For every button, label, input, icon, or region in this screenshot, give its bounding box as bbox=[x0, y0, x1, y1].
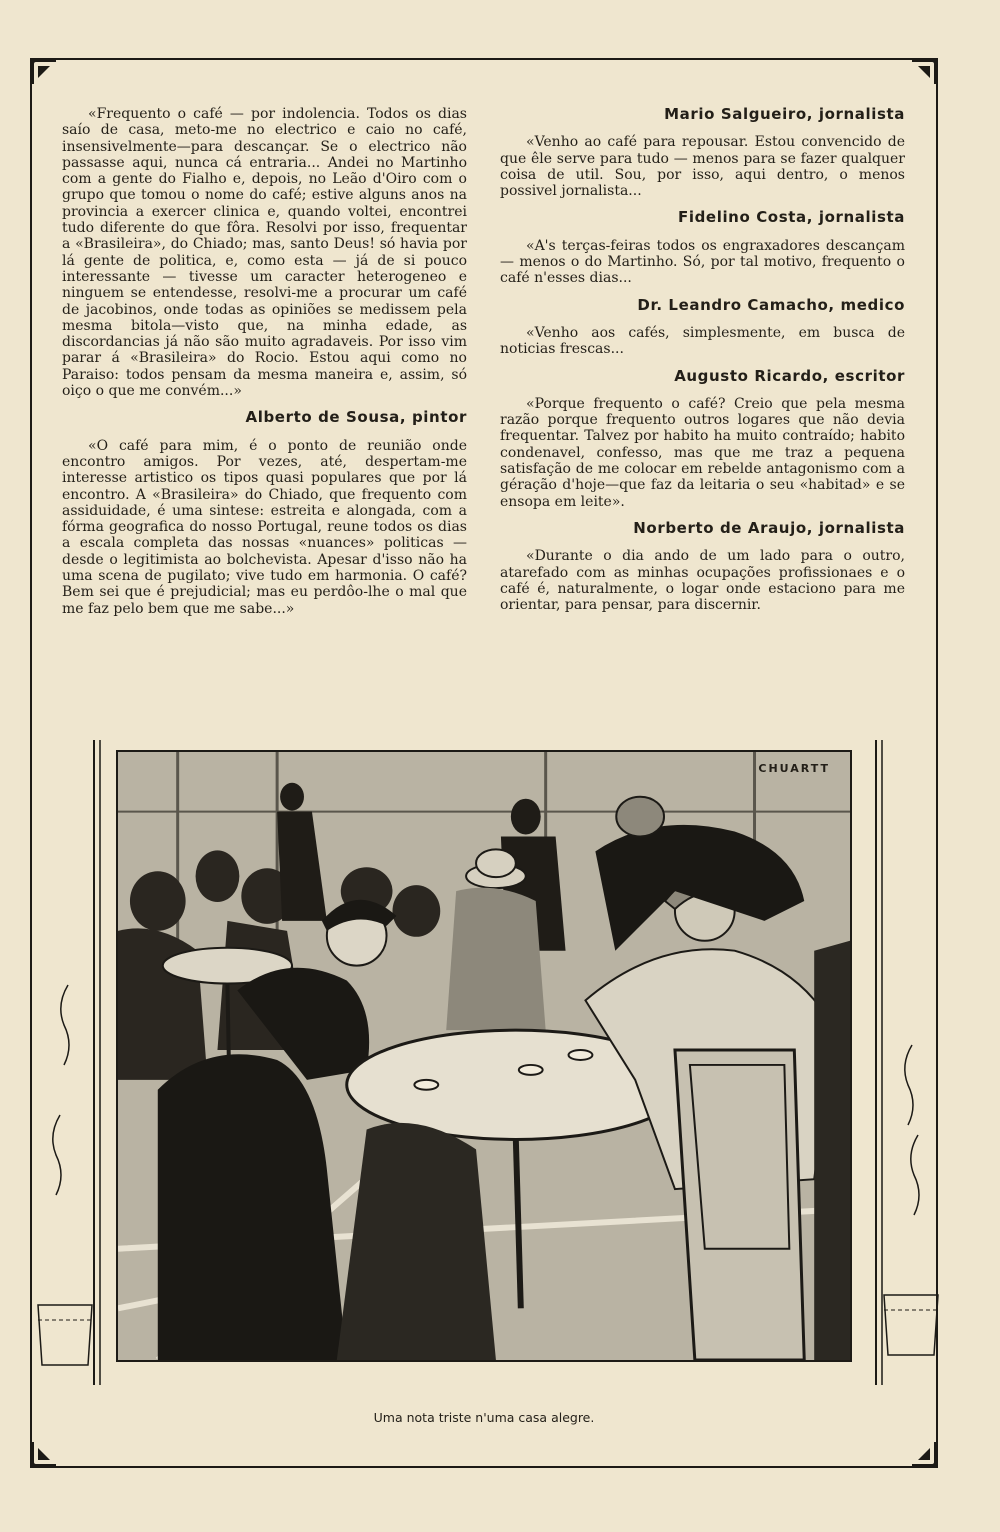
interview-paragraph: «Venho aos cafés, simplesmente, em busca de noticias frescas... bbox=[500, 324, 905, 358]
interviewee-signature: Augusto Ricardo, escritor bbox=[674, 366, 905, 385]
interview-paragraph: «Porque frequento o café? Creio que pela mesma razão porque frequento outros logares que não devia frequentar. Talvez por habito ha muito contraído; habito condenavel, confesso, mas que me traz a pequena satisfação de me colocar em rebelde antagonismo com a géração d'hoje—que faz da leitaria o seu «habitad» e se ensopa em leite». bbox=[500, 395, 905, 510]
interview-paragraph: «Durante o dia ando de um lado para o outro, atarefado com as minhas ocupações profissionaes e o café é, naturalmente, o logar onde estaciono para me orientar, para pensar, para discernir. bbox=[500, 548, 905, 614]
right-text-column bbox=[500, 106, 905, 623]
corner-ornament-top-right bbox=[912, 58, 938, 84]
interviewee-signature: Norberto de Araujo, jornalista bbox=[633, 518, 905, 537]
cafe-scene-illustration bbox=[116, 750, 852, 1362]
corner-ornament-top-left bbox=[30, 58, 56, 84]
left-border-decoration bbox=[34, 735, 114, 1385]
left-text-column bbox=[62, 106, 467, 627]
interviewee-signature: Fidelino Costa, jornalista bbox=[678, 208, 905, 227]
illustration-caption: Uma nota triste n'uma casa alegre. bbox=[373, 1410, 595, 1425]
interview-paragraph: «O café para mim, é o ponto de reunião onde encontro amigos. Por vezes, até, despertam-me interesse artistico os tipos quasi populares que por lá encontro. A «Brasileira» do Chiado, que frequento com assiduidade, é uma sintese: estreita e alongada, com a fórma geografica do nosso Portugal, reune todos os dias a escala completa das nossas «nuances» politicas — desde o legitimista ao bolchevista. Apesar d'isso não ha uma scena de pugilato; vive tudo em harmonia. O café? Bem sei que é prejudicial; mas eu perdôo-lhe o mal que me faz pelo bem que me sabe...» bbox=[62, 437, 467, 617]
interview-paragraph: «Frequento o café — por indolencia. Todos os dias saío de casa, meto-me no electrico e caio no café, insensivelmente—para descançar. Se o electrico não passasse aqui, nunca cá entraria... Andei no Martinho com a gente do Fialho e, depois, no Leão d'Oiro com o grupo que tomou o nome do café; estive alguns anos na provincia a exercer clinica e, quando voltei, encontrei tudo diferente do que fôra. Resolvi por isso, frequentar a «Brasileira», do Chiado; mas, santo Deus! só havia por lá gente de politica, e, como esta — já de si pouco interessante — tivesse um caracter heterogeneo e ninguem se entendesse, resolvi-me a procurar um café de jacobinos, onde todas as opiniões se medissem pela mesma bitola—visto que, na minha edade, as discordancias já não são muito agradaveis. Por isso vim parar á «Brasileira» do Rocio. Estou aqui como no Paraiso: todos pensam da mesma maneira e, assim, só oiço o que me convém...» bbox=[62, 106, 467, 400]
interview-paragraph: «Venho ao café para repousar. Estou convencido de que êle serve para tudo — menos para se fazer qualquer coisa de util. Sou, por isso, aqui dentro, o menos possivel jornalista... bbox=[500, 134, 905, 200]
right-border-decoration bbox=[862, 735, 942, 1385]
corner-ornament-bottom-right bbox=[912, 1442, 938, 1468]
interviewee-signature: Dr. Leandro Camacho, medico bbox=[637, 295, 905, 314]
interviewee-signature: Alberto de Sousa, pintor bbox=[245, 408, 467, 427]
artist-signature: CHUARTT bbox=[758, 762, 830, 775]
interviewee-signature: Mario Salgueiro, jornalista bbox=[664, 105, 905, 123]
corner-ornament-bottom-left bbox=[30, 1442, 56, 1468]
interview-paragraph: «A's terças-feiras todos os engraxadores descançam — menos o do Martinho. Só, por tal motivo, frequento o café n'esses dias... bbox=[500, 237, 905, 287]
